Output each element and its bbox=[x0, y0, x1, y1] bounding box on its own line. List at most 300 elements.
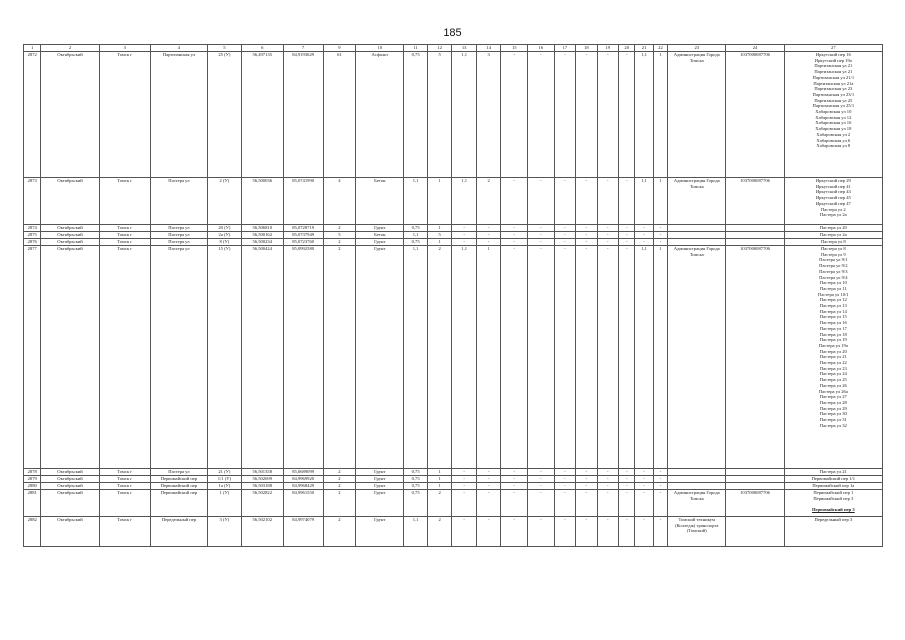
column-number: 11 bbox=[404, 45, 428, 52]
address-line: Пастера ул 9/4 bbox=[819, 274, 848, 280]
table-cell: Томск г bbox=[99, 483, 150, 490]
address-line: Пастера ул 9/1 bbox=[819, 257, 848, 263]
address-line: Хабаровская ул 8 bbox=[816, 143, 851, 149]
column-number: 16 bbox=[528, 45, 555, 52]
table-cell: 2 (У) bbox=[208, 178, 242, 225]
table-cell: - bbox=[554, 246, 575, 469]
table-cell: - bbox=[619, 52, 635, 178]
table-cell: - bbox=[653, 232, 667, 239]
table-cell: Октябрьский bbox=[41, 52, 99, 178]
address-line: Пастера ул 13 bbox=[819, 303, 847, 309]
table-cell: - bbox=[501, 483, 528, 490]
address-line: Пастера ул 11 bbox=[819, 285, 847, 291]
table-cell: - bbox=[528, 469, 555, 476]
address-line: Партизанская ул 21 bbox=[814, 69, 853, 75]
table-cell: Томск г bbox=[99, 232, 150, 239]
address-line: Пастера ул 10 bbox=[819, 280, 847, 286]
table-cell: Октябрьский bbox=[41, 232, 99, 239]
table-cell: 56,502822 bbox=[241, 490, 283, 517]
address-line: Пастера ул 10/1 bbox=[818, 291, 849, 297]
address-line: Партизанская ул 25 bbox=[814, 97, 853, 103]
table-cell: - bbox=[576, 225, 597, 232]
address-line: Пастера ул 2 bbox=[820, 206, 846, 212]
table-cell: 1,1 bbox=[404, 232, 428, 239]
table-cell bbox=[668, 476, 726, 483]
table-cell: - bbox=[554, 232, 575, 239]
table-cell: 1 bbox=[427, 239, 452, 246]
address-line: Пастера ул 9/2 bbox=[819, 263, 848, 269]
table-cell: - bbox=[554, 178, 575, 225]
column-number: 18 bbox=[576, 45, 597, 52]
table-cell: - bbox=[635, 490, 653, 517]
address-line: Пастера ул 30 bbox=[819, 411, 847, 417]
table-cell: Пастера ул bbox=[150, 246, 207, 469]
table-row bbox=[24, 178, 883, 225]
table-cell: 85,0689099 bbox=[283, 469, 323, 476]
table-cell: Пастера ул bbox=[150, 178, 207, 225]
address-line: Пастера ул 2а bbox=[819, 212, 847, 218]
table-row bbox=[24, 469, 883, 476]
table-cell: - bbox=[619, 232, 635, 239]
table-cell: - bbox=[597, 239, 618, 246]
address-line: Хабаровская ул 12 bbox=[815, 114, 852, 120]
table-cell: Октябрьский bbox=[41, 490, 99, 517]
table-cell: - bbox=[554, 476, 575, 483]
table-cell: 2874 bbox=[24, 225, 41, 232]
address-line: Пастера ул 27 bbox=[819, 394, 847, 400]
table-cell: - bbox=[597, 246, 618, 469]
table-cell: - bbox=[452, 225, 477, 232]
table-cell: 1 bbox=[427, 483, 452, 490]
address-line: Иркутский пер 19а bbox=[814, 57, 852, 63]
table-cell: 2 bbox=[323, 469, 356, 476]
table-cell: Асфальт bbox=[356, 52, 404, 178]
address-line: Пастера ул 12 bbox=[819, 297, 847, 303]
table-row bbox=[24, 490, 883, 517]
table-cell: 3 bbox=[476, 52, 501, 178]
table-cell: Передельный пер bbox=[150, 517, 207, 547]
address-line: Пастера ул 16 bbox=[819, 320, 847, 326]
table-cell: - bbox=[597, 469, 618, 476]
column-number: 4 bbox=[150, 45, 207, 52]
table-cell: 3 (У) bbox=[208, 517, 242, 547]
column-number: 23 bbox=[668, 45, 726, 52]
table-cell: Бетон bbox=[356, 232, 404, 239]
table-cell: - bbox=[619, 490, 635, 517]
table-row bbox=[24, 232, 883, 239]
table-cell: - bbox=[528, 232, 555, 239]
table-cell: - bbox=[476, 517, 501, 547]
table-cell bbox=[784, 246, 882, 469]
table-cell bbox=[726, 483, 784, 490]
table-cell: 1 bbox=[427, 476, 452, 483]
table-cell: 4 bbox=[323, 178, 356, 225]
table-cell: Пастера ул 21 bbox=[784, 469, 882, 476]
table-cell: 5 bbox=[427, 232, 452, 239]
table-cell: Грунт bbox=[356, 246, 404, 469]
table-cell: 2877 bbox=[24, 246, 41, 469]
table-cell: - bbox=[653, 483, 667, 490]
table-cell: 0,75 bbox=[404, 476, 428, 483]
table-cell: Пастера ул 20 bbox=[784, 225, 882, 232]
table-cell: - bbox=[597, 490, 618, 517]
table-cell bbox=[668, 469, 726, 476]
address-line: Хабаровская ул 2 bbox=[816, 131, 851, 137]
table-row bbox=[24, 239, 883, 246]
table-cell: 1 bbox=[476, 246, 501, 469]
table-cell: 85,0741990 bbox=[283, 178, 323, 225]
table-cell: - bbox=[476, 476, 501, 483]
table-cell bbox=[668, 232, 726, 239]
table-cell: - bbox=[635, 239, 653, 246]
table-cell: 56,500424 bbox=[241, 246, 283, 469]
table-cell: 2 bbox=[323, 490, 356, 517]
column-number: 10 bbox=[356, 45, 404, 52]
table-cell: 1,1 bbox=[452, 52, 477, 178]
table-cell bbox=[726, 225, 784, 232]
table-cell: - bbox=[501, 476, 528, 483]
table-cell bbox=[726, 517, 784, 547]
table-cell: Администрация Города Томска bbox=[668, 490, 726, 517]
table-cell: - bbox=[501, 225, 528, 232]
table-cell: 5 bbox=[323, 232, 356, 239]
table-cell: - bbox=[576, 239, 597, 246]
table-cell: - bbox=[619, 483, 635, 490]
table-cell: - bbox=[554, 517, 575, 547]
table-cell: Октябрьский bbox=[41, 517, 99, 547]
table-cell: - bbox=[554, 52, 575, 178]
table-cell: - bbox=[619, 517, 635, 547]
table-cell: - bbox=[501, 246, 528, 469]
table-cell: - bbox=[597, 178, 618, 225]
table-cell: 1 bbox=[427, 225, 452, 232]
table-cell: 84,9193629 bbox=[283, 52, 323, 178]
address-line: Хабаровская ул 10 bbox=[815, 109, 852, 115]
table-cell: - bbox=[619, 469, 635, 476]
table-cell: - bbox=[576, 490, 597, 517]
table-cell: 1,1 bbox=[635, 246, 653, 469]
table-cell: 15 (У) bbox=[208, 246, 242, 469]
table-cell: 2 bbox=[323, 225, 356, 232]
table-cell: - bbox=[476, 483, 501, 490]
table-cell: 1 bbox=[427, 178, 452, 225]
table-cell: - bbox=[576, 246, 597, 469]
address-line: Первомайский пер 3 bbox=[811, 507, 855, 513]
table-cell: - bbox=[528, 517, 555, 547]
table-cell: 84,9961550 bbox=[283, 490, 323, 517]
address-line: Иркутский пер 43 bbox=[815, 189, 851, 195]
table-cell: Томск г bbox=[99, 490, 150, 517]
address-line: Пастера ул 18 bbox=[819, 331, 847, 337]
table-cell bbox=[784, 490, 882, 517]
table-cell: 2а (У) bbox=[208, 232, 242, 239]
table-cell: 1 bbox=[653, 246, 667, 469]
table-cell: 1 bbox=[427, 469, 452, 476]
table-cell bbox=[726, 232, 784, 239]
table-cell: Октябрьский bbox=[41, 483, 99, 490]
table-cell: Грунт bbox=[356, 490, 404, 517]
table-cell: - bbox=[528, 52, 555, 178]
table-cell: 1/1 (У) bbox=[208, 476, 242, 483]
table-cell: - bbox=[653, 517, 667, 547]
table-cell: 2881 bbox=[24, 490, 41, 517]
table-cell: 1037000087706 bbox=[726, 52, 784, 178]
address-line: Пастера ул 22 bbox=[819, 360, 847, 366]
table-cell: - bbox=[528, 246, 555, 469]
table-cell: 1,1 bbox=[635, 52, 653, 178]
table-cell: - bbox=[528, 239, 555, 246]
table-cell: Октябрьский bbox=[41, 476, 99, 483]
table-cell bbox=[668, 225, 726, 232]
column-number: 13 bbox=[452, 45, 477, 52]
address-line: Партизанская ул 21а bbox=[813, 80, 854, 86]
table-cell: - bbox=[554, 469, 575, 476]
table-cell: - bbox=[576, 483, 597, 490]
page-number: 185 bbox=[443, 27, 462, 39]
table-cell: - bbox=[528, 483, 555, 490]
column-number: 3 bbox=[99, 45, 150, 52]
table-cell: - bbox=[653, 476, 667, 483]
table-cell: 2872 bbox=[24, 52, 41, 178]
table-cell: - bbox=[554, 225, 575, 232]
table-cell: 2876 bbox=[24, 239, 41, 246]
table-cell: 2875 bbox=[24, 232, 41, 239]
address-line: Пастера ул 26а bbox=[818, 388, 848, 394]
table-cell: - bbox=[501, 232, 528, 239]
column-number: 27 bbox=[784, 45, 882, 52]
table-cell: - bbox=[635, 469, 653, 476]
table-cell: - bbox=[476, 469, 501, 476]
table-cell: - bbox=[635, 225, 653, 232]
table-cell: 1037000087706 bbox=[726, 246, 784, 469]
column-number: 24 bbox=[726, 45, 784, 52]
table-cell: Грунт bbox=[356, 483, 404, 490]
table-cell: - bbox=[597, 232, 618, 239]
table-cell: 2 bbox=[476, 178, 501, 225]
table-cell bbox=[726, 239, 784, 246]
table-cell: 56,502699 bbox=[241, 476, 283, 483]
column-number: 17 bbox=[554, 45, 575, 52]
table-cell: - bbox=[653, 239, 667, 246]
table-cell bbox=[784, 178, 882, 225]
table-cell: 56,501358 bbox=[241, 469, 283, 476]
table-cell: - bbox=[619, 178, 635, 225]
table-cell: - bbox=[528, 476, 555, 483]
table-cell: 21 (У) bbox=[208, 469, 242, 476]
table-cell: - bbox=[576, 52, 597, 178]
table-cell: - bbox=[528, 490, 555, 517]
table-cell: - bbox=[576, 232, 597, 239]
table-cell bbox=[668, 239, 726, 246]
table-cell: 25 (У) bbox=[208, 52, 242, 178]
table-row bbox=[24, 246, 883, 469]
table-cell: 5 bbox=[427, 52, 452, 178]
table-cell: 2 bbox=[427, 490, 452, 517]
address-line: Пастера ул 15 bbox=[819, 314, 847, 320]
address-line: Пастера ул 19а bbox=[818, 342, 848, 348]
table-cell: 1,1 bbox=[404, 517, 428, 547]
table-cell: - bbox=[597, 483, 618, 490]
table-cell: Грунт bbox=[356, 476, 404, 483]
table-cell: 1а (У) bbox=[208, 483, 242, 490]
table-cell: - bbox=[619, 225, 635, 232]
address-line: Пастера ул 9 bbox=[820, 251, 846, 257]
table-cell: - bbox=[597, 517, 618, 547]
table-cell: - bbox=[501, 239, 528, 246]
table-cell: - bbox=[501, 517, 528, 547]
address-line: Хабаровская ул 6 bbox=[816, 137, 851, 143]
table-cell: 2882 bbox=[24, 517, 41, 547]
table-cell: 56,506810 bbox=[241, 225, 283, 232]
table-cell: Пастера ул 2а bbox=[784, 232, 882, 239]
address-line: Пастера ул 17 bbox=[819, 325, 847, 331]
table-cell: 1037000087706 bbox=[726, 490, 784, 517]
table-cell: Грунт bbox=[356, 469, 404, 476]
table-cell: 84,9969920 bbox=[283, 476, 323, 483]
address-line: Партизанская ул 25/1 bbox=[812, 103, 855, 109]
table-cell: 2879 bbox=[24, 476, 41, 483]
column-number: 1 bbox=[24, 45, 41, 52]
table-cell: Передельный пер 3 bbox=[784, 517, 882, 547]
address-line: Пастера ул 31 bbox=[819, 417, 847, 423]
table-cell: - bbox=[653, 469, 667, 476]
column-number: 12 bbox=[427, 45, 452, 52]
table-cell: Первомайский пер bbox=[150, 490, 207, 517]
table-row bbox=[24, 483, 883, 490]
table-cell: 85,0723760 bbox=[283, 239, 323, 246]
table-cell: - bbox=[597, 225, 618, 232]
table-cell: - bbox=[501, 469, 528, 476]
address-line: Иркутский пер 16 bbox=[815, 52, 851, 57]
table-cell: - bbox=[452, 239, 477, 246]
address-line: Пастера ул 8 bbox=[820, 246, 846, 251]
table-cell: Первомайский пер bbox=[150, 476, 207, 483]
table-cell: Администрация Города Томска bbox=[668, 52, 726, 178]
column-number: 5 bbox=[208, 45, 242, 52]
table-cell: - bbox=[554, 239, 575, 246]
table-cell: Томск г bbox=[99, 239, 150, 246]
table-cell: - bbox=[576, 476, 597, 483]
register-table bbox=[23, 44, 883, 547]
table-cell: 0,75 bbox=[404, 52, 428, 178]
address-line: Иркутский пер 29 bbox=[815, 178, 851, 183]
table-cell: Грунт bbox=[356, 225, 404, 232]
table-cell: - bbox=[501, 52, 528, 178]
table-cell: - bbox=[635, 232, 653, 239]
table-cell: Октябрьский bbox=[41, 239, 99, 246]
table-cell: - bbox=[597, 52, 618, 178]
table-cell: - bbox=[476, 225, 501, 232]
table-cell: Пастера ул 8 bbox=[784, 239, 882, 246]
table-cell: 2 bbox=[323, 483, 356, 490]
table-cell: - bbox=[619, 239, 635, 246]
table-cell: Томск г bbox=[99, 52, 150, 178]
address-line: Пастера ул 24 bbox=[819, 371, 847, 377]
table-cell: - bbox=[554, 483, 575, 490]
table-cell: 84,9968429 bbox=[283, 483, 323, 490]
table-cell: - bbox=[635, 476, 653, 483]
table-cell: - bbox=[635, 483, 653, 490]
table-cell: 1,1 bbox=[404, 246, 428, 469]
column-number: 14 bbox=[476, 45, 501, 52]
table-cell: Бетон bbox=[356, 178, 404, 225]
table-row bbox=[24, 225, 883, 232]
table-cell: Пастера ул bbox=[150, 239, 207, 246]
table-cell: 2 bbox=[323, 239, 356, 246]
table-cell: 0,75 bbox=[404, 490, 428, 517]
address-line: Пастера ул 28 bbox=[819, 399, 847, 405]
table-cell: Томск г bbox=[99, 246, 150, 469]
table-cell: Октябрьский bbox=[41, 469, 99, 476]
table-cell: Томск г bbox=[99, 476, 150, 483]
table-cell: - bbox=[452, 469, 477, 476]
table-cell: 56,500234 bbox=[241, 239, 283, 246]
table-cell: Пастера ул bbox=[150, 469, 207, 476]
column-number: 19 bbox=[597, 45, 618, 52]
address-line: Пастера ул 32 bbox=[819, 422, 847, 428]
table-cell: 0,75 bbox=[404, 239, 428, 246]
table-cell: Администрация Города Томска bbox=[668, 246, 726, 469]
table-cell: 2 bbox=[323, 517, 356, 547]
table-cell: 1,1 bbox=[452, 178, 477, 225]
table-cell: 1 bbox=[653, 52, 667, 178]
table-cell: 0,75 bbox=[404, 225, 428, 232]
table-cell: Грунт bbox=[356, 239, 404, 246]
table-cell bbox=[668, 483, 726, 490]
table-cell: 2 bbox=[427, 517, 452, 547]
table-cell: 2 bbox=[323, 246, 356, 469]
table-cell bbox=[726, 476, 784, 483]
table-cell: - bbox=[501, 178, 528, 225]
table-cell: 1 bbox=[653, 178, 667, 225]
table-cell: - bbox=[476, 490, 501, 517]
table-cell: Томск г bbox=[99, 469, 150, 476]
address-line: Пастера ул 23 bbox=[819, 365, 847, 371]
table-cell: 56,500162 bbox=[241, 232, 283, 239]
table-cell: 61 bbox=[323, 52, 356, 178]
table-cell: - bbox=[452, 517, 477, 547]
table-cell: Октябрьский bbox=[41, 225, 99, 232]
table-cell bbox=[784, 52, 882, 178]
address-line: Партизанская ул 21/1 bbox=[812, 74, 855, 80]
table-cell: 56,503188 bbox=[241, 483, 283, 490]
address-line: Пастера ул 25 bbox=[819, 377, 847, 383]
table-cell: 8 (У) bbox=[208, 239, 242, 246]
table-cell: - bbox=[619, 476, 635, 483]
table-cell: Томский техникум (Колледж) транспорта (Томский) bbox=[668, 517, 726, 547]
table-row bbox=[24, 476, 883, 483]
table-cell: 2880 bbox=[24, 483, 41, 490]
address-line: Иркутский пер 41 bbox=[815, 183, 851, 189]
table-cell: - bbox=[635, 517, 653, 547]
column-number-row bbox=[24, 45, 883, 52]
address-line: Пастера ул 9/3 bbox=[819, 268, 848, 274]
table-cell: Первомайский пер 1/1 bbox=[784, 476, 882, 483]
table-cell: - bbox=[501, 490, 528, 517]
table-cell: - bbox=[653, 490, 667, 517]
table-cell: 2873 bbox=[24, 178, 41, 225]
table-cell: Грунт bbox=[356, 517, 404, 547]
table-cell: 1,1 bbox=[452, 246, 477, 469]
column-number: 6 bbox=[241, 45, 283, 52]
table-cell: - bbox=[452, 490, 477, 517]
table-cell: Томск г bbox=[99, 225, 150, 232]
table-cell: - bbox=[576, 469, 597, 476]
table-cell: - bbox=[554, 490, 575, 517]
table-cell bbox=[726, 469, 784, 476]
table-cell: 85,0992580 bbox=[283, 246, 323, 469]
address-line: Первомайский пер 1 bbox=[813, 490, 854, 495]
